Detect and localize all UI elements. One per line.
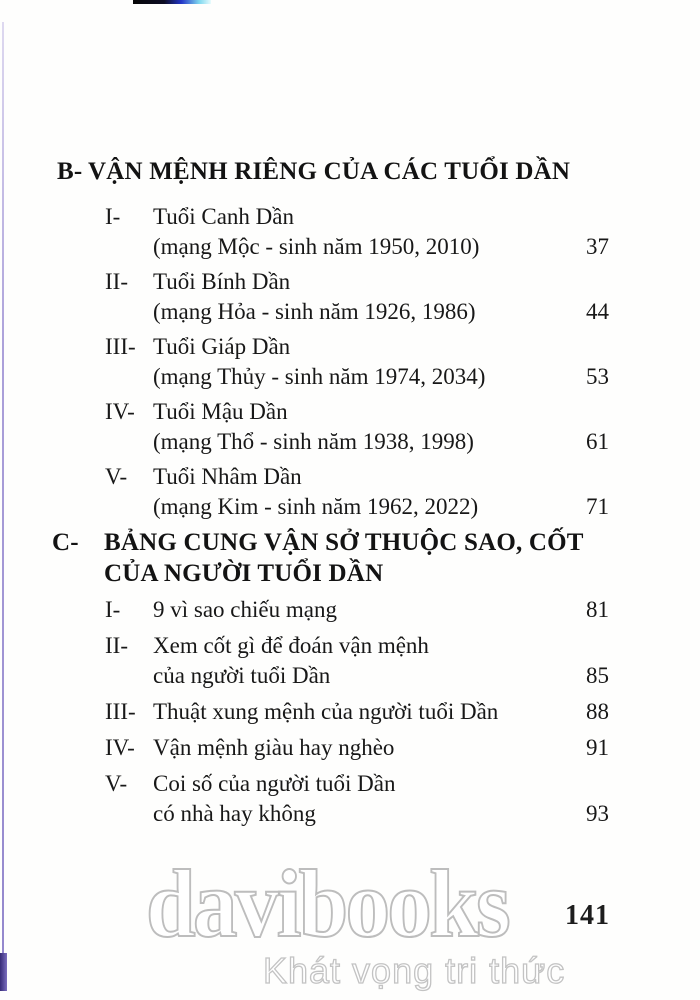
item-text [153, 332, 553, 392]
section-b-label: B- [57, 158, 83, 185]
item-numeral: II- [105, 269, 128, 294]
item-subtitle: của người tuổi Dần [153, 663, 331, 688]
item-title: Tuổi Bính Dần [153, 269, 291, 294]
item-page-number: 93 [586, 801, 609, 826]
item-subtitle: (mạng Thủy - sinh năm 1974, 2034) [153, 364, 486, 389]
toc-item [57, 267, 609, 327]
item-title: Xem cốt gì để đoán vận mệnh [153, 633, 429, 658]
toc-item [57, 202, 609, 262]
item-numeral: II- [105, 633, 128, 658]
section-c-title-line1: BẢNG CUNG VẬN SỞ THUỘC SAO, CỐT [104, 529, 584, 556]
section-c-title-line2: CỦA NGƯỜI TUỔI DẦN [104, 560, 384, 587]
item-subtitle: (mạng Thổ - sinh năm 1938, 1998) [153, 429, 474, 454]
toc-item [57, 462, 609, 522]
toc-item [57, 733, 609, 763]
item-subtitle: có nhà hay không [153, 801, 316, 826]
item-numeral: IV- [105, 399, 135, 424]
section-c-label: C- [52, 529, 79, 556]
watermark-tagline: Khát vọng tri thức [263, 950, 566, 991]
item-page-number: 61 [586, 429, 609, 454]
item-subtitle: (mạng Hỏa - sinh năm 1926, 1986) [153, 299, 476, 324]
toc-item [57, 769, 609, 829]
item-page-number: 81 [586, 597, 609, 622]
item-page-number: 37 [586, 234, 609, 259]
item-title: Thuật xung mệnh của người tuổi Dần [153, 699, 499, 724]
item-text [153, 697, 553, 727]
table-of-contents [52, 156, 609, 835]
item-title: Tuổi Canh Dần [153, 204, 294, 229]
item-text [153, 202, 553, 262]
item-text [153, 397, 553, 457]
item-title: Tuổi Nhâm Dần [153, 464, 302, 489]
toc-item [57, 631, 609, 691]
item-page-number: 91 [586, 735, 609, 760]
section-c-items [57, 595, 609, 829]
section-b-heading [57, 156, 609, 187]
item-text [153, 733, 553, 763]
item-text [153, 769, 553, 829]
item-subtitle: (mạng Kim - sinh năm 1962, 2022) [153, 494, 479, 519]
item-page-number: 44 [586, 299, 609, 324]
item-numeral: I- [105, 204, 121, 229]
section-c-title [104, 527, 609, 589]
section-b-title: VẬN MỆNH RIÊNG CỦA CÁC TUỔI DẦN [88, 158, 571, 185]
item-numeral: V- [105, 464, 128, 489]
item-page-number: 85 [586, 663, 609, 688]
section-b-items [57, 202, 609, 522]
item-numeral: III- [105, 699, 136, 724]
item-title: Vận mệnh giàu hay nghèo [153, 735, 395, 760]
item-subtitle: (mạng Mộc - sinh năm 1950, 2010) [153, 234, 480, 259]
item-title: Tuổi Mậu Dần [153, 399, 288, 424]
item-numeral: V- [105, 771, 128, 796]
item-page-number: 88 [586, 699, 609, 724]
item-title: Coi số của người tuổi Dần [153, 771, 396, 796]
toc-item [57, 332, 609, 392]
item-numeral: III- [105, 334, 136, 359]
bottom-left-corner-mark [0, 953, 7, 991]
item-numeral: I- [105, 597, 121, 622]
page-number: 141 [565, 900, 610, 931]
toc-item [57, 697, 609, 727]
item-title: 9 vì sao chiếu mạng [153, 597, 337, 622]
toc-item [57, 595, 609, 625]
toc-item [57, 397, 609, 457]
left-margin-line [2, 22, 4, 953]
top-edge-scan-artifact [133, 0, 211, 4]
section-c-heading [52, 527, 609, 589]
item-numeral: IV- [105, 735, 135, 760]
item-text [153, 462, 553, 522]
item-text [153, 631, 553, 691]
item-title: Tuổi Giáp Dần [153, 334, 291, 359]
watermark-brand: davibooks [146, 850, 508, 957]
item-text [153, 595, 553, 625]
item-page-number: 53 [586, 364, 609, 389]
item-text [153, 267, 553, 327]
item-page-number: 71 [586, 494, 609, 519]
